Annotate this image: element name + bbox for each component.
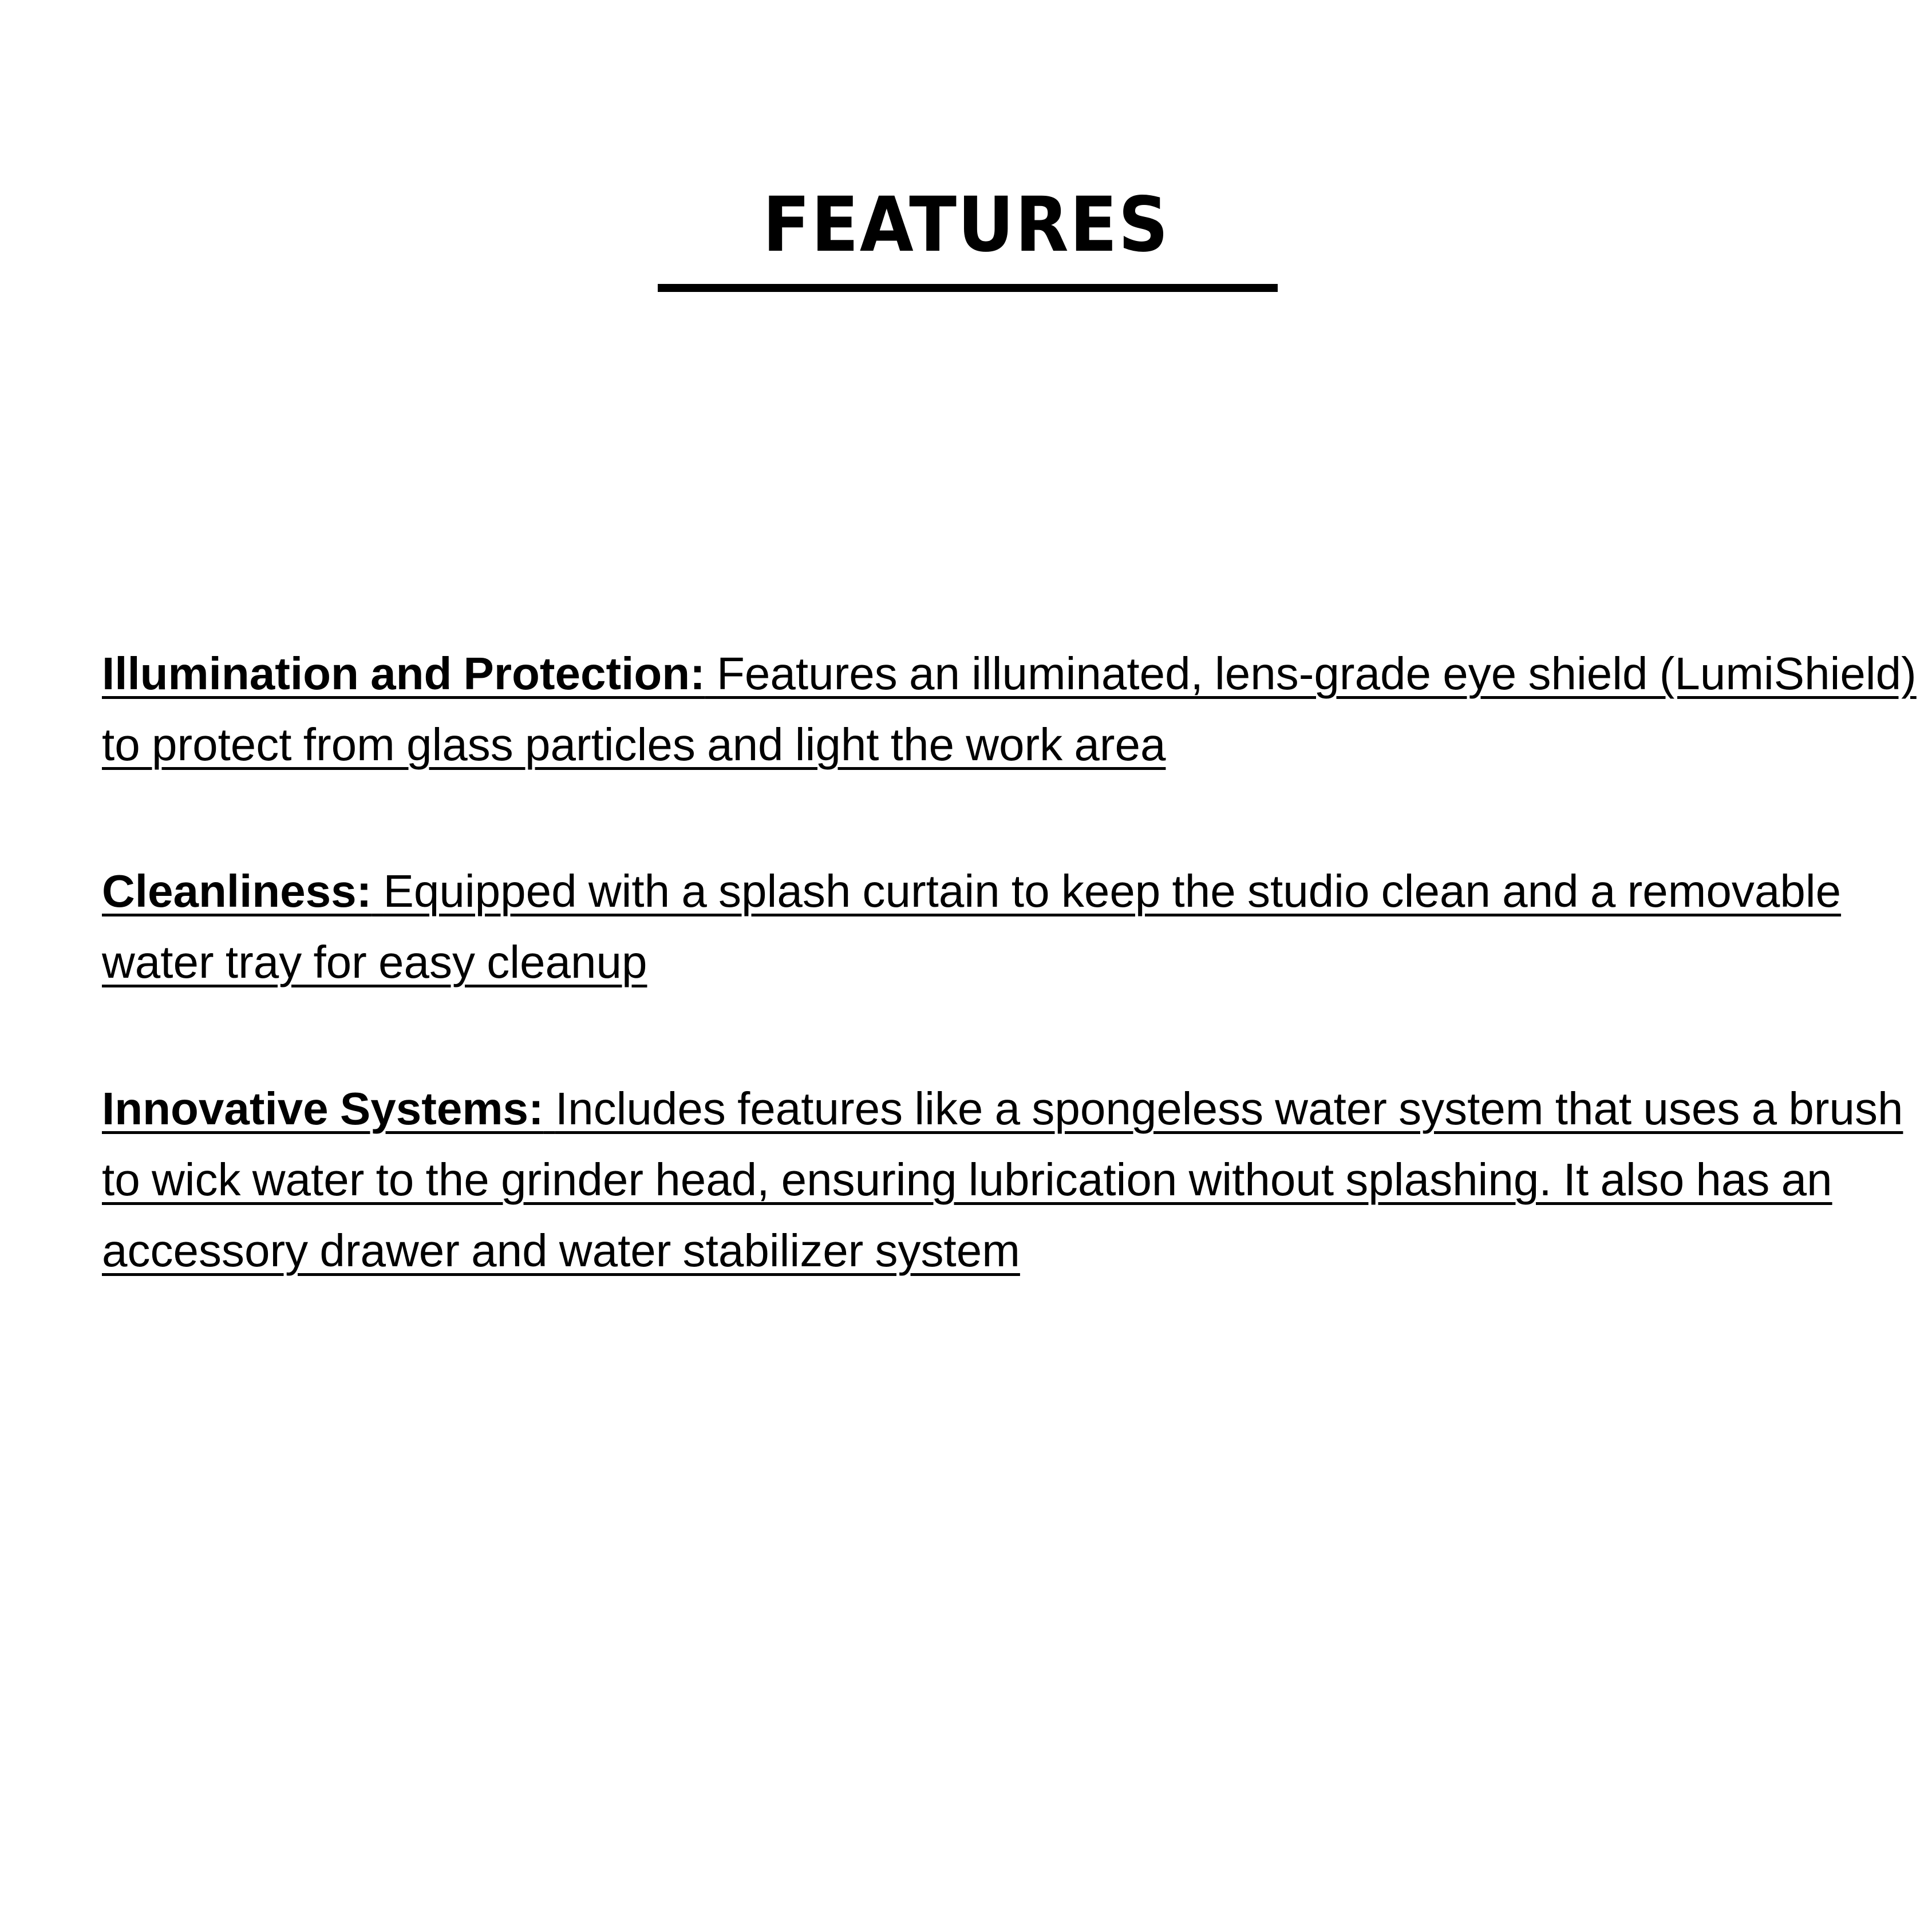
page-title: FEATURES (762, 181, 1170, 269)
feature-innovative-systems (102, 1073, 1931, 1286)
feature-description: Features an illuminated, lens-grade eye shield (LumiShield) to protect from glass particles and light the work area (102, 648, 1917, 770)
feature-description: Equipped with a splash curtain to keep the studio clean and a removable water tray for easy cleanup (102, 866, 1842, 987)
feature-title: Illumination and Protection: (102, 648, 705, 699)
feature-list (102, 638, 1931, 1286)
title-underline (658, 284, 1278, 292)
feature-description: Includes features like a spongeless water system that uses a brush to wick water to the grinder head, ensuring lubrication without splashing. It also has an accessory drawer and water stabilizer system (102, 1083, 1903, 1276)
feature-title: Cleanliness: (102, 866, 372, 916)
feature-cleanliness (102, 856, 1931, 998)
feature-illumination-protection (102, 638, 1931, 780)
feature-title: Innovative Systems: (102, 1083, 544, 1134)
